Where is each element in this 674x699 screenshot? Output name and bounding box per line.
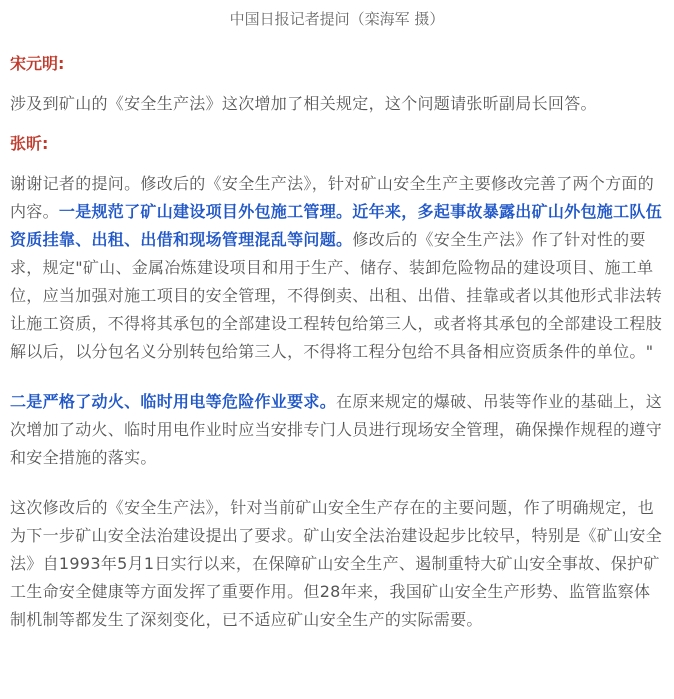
answer-paragraph-1 — [10, 170, 664, 366]
highlight-text: 二是严格了动火、临时用电等危险作业要求。 — [10, 392, 337, 411]
spacer — [10, 472, 664, 494]
photo-caption: 中国日报记者提问（栾海军 摄） — [229, 10, 445, 28]
speaker-name-song: 宋元明: — [10, 54, 65, 73]
answer-paragraph-2 — [10, 388, 664, 472]
highlight-text: 一是规范了矿山建设项目外包施工管理。近年来，多起事故暴露出矿山外包施工队伍资质挂靠、出租、出借和现场管理混乱等问题。 — [10, 202, 663, 249]
spacer — [10, 156, 664, 170]
paragraph-text: 在原来规定的爆破、吊装等作业的基础上，这次增加了动火、临时用电作业时应当安排专门人员进行现场安全管理，确保操作规程的遵守和安全措施的落实。 — [10, 392, 663, 467]
answer-paragraph-3: 这次修改后的《安全生产法》，针对当前矿山安全生产存在的主要问题，作了明确规定，也为下一步矿山安全法治建设提出了要求。矿山安全法治建设起步比较早，特别是《矿山安全法》自1993年5月1日实行以来，在保障矿山安全生产、遏制重特大矿山安全事故、保护矿工生命安全健康等方面发挥了重要作用。但28年来，我国矿山安全生产形势、监管监察体制机制等都发生了深刻变化，已不适应矿山安全生产的实际需要。 — [10, 498, 663, 629]
speaker-name-zhang: 张昕: — [10, 134, 49, 153]
paragraph-text: 谢谢记者的提问。修改后的《安全生产法》，针对矿山安全生产主要修改完善了两个方面的内容。 — [10, 174, 655, 221]
question-paragraph: 涉及到矿山的《安全生产法》这次增加了相关规定，这个问题请张昕副局长回答。 — [10, 94, 597, 113]
spacer — [10, 76, 664, 90]
spacer — [10, 366, 664, 388]
paragraph-text: 修改后的《安全生产法》作了针对性的要求，规定"矿山、金属冶炼建设项目和用于生产、储存、装卸危险物品的建设项目、施工单位，应当加强对施工项目的安全管理，不得倒卖、出租、出借、挂靠或者以其他形式非法转让施工资质，不得将其承包的全部建设工程转包给第三人，或者将其承包的全部建设工程肢解以后，以分包名义分别转包给第三人，不得将工程分包给不具备相应资质条件的单位。" — [10, 230, 663, 361]
